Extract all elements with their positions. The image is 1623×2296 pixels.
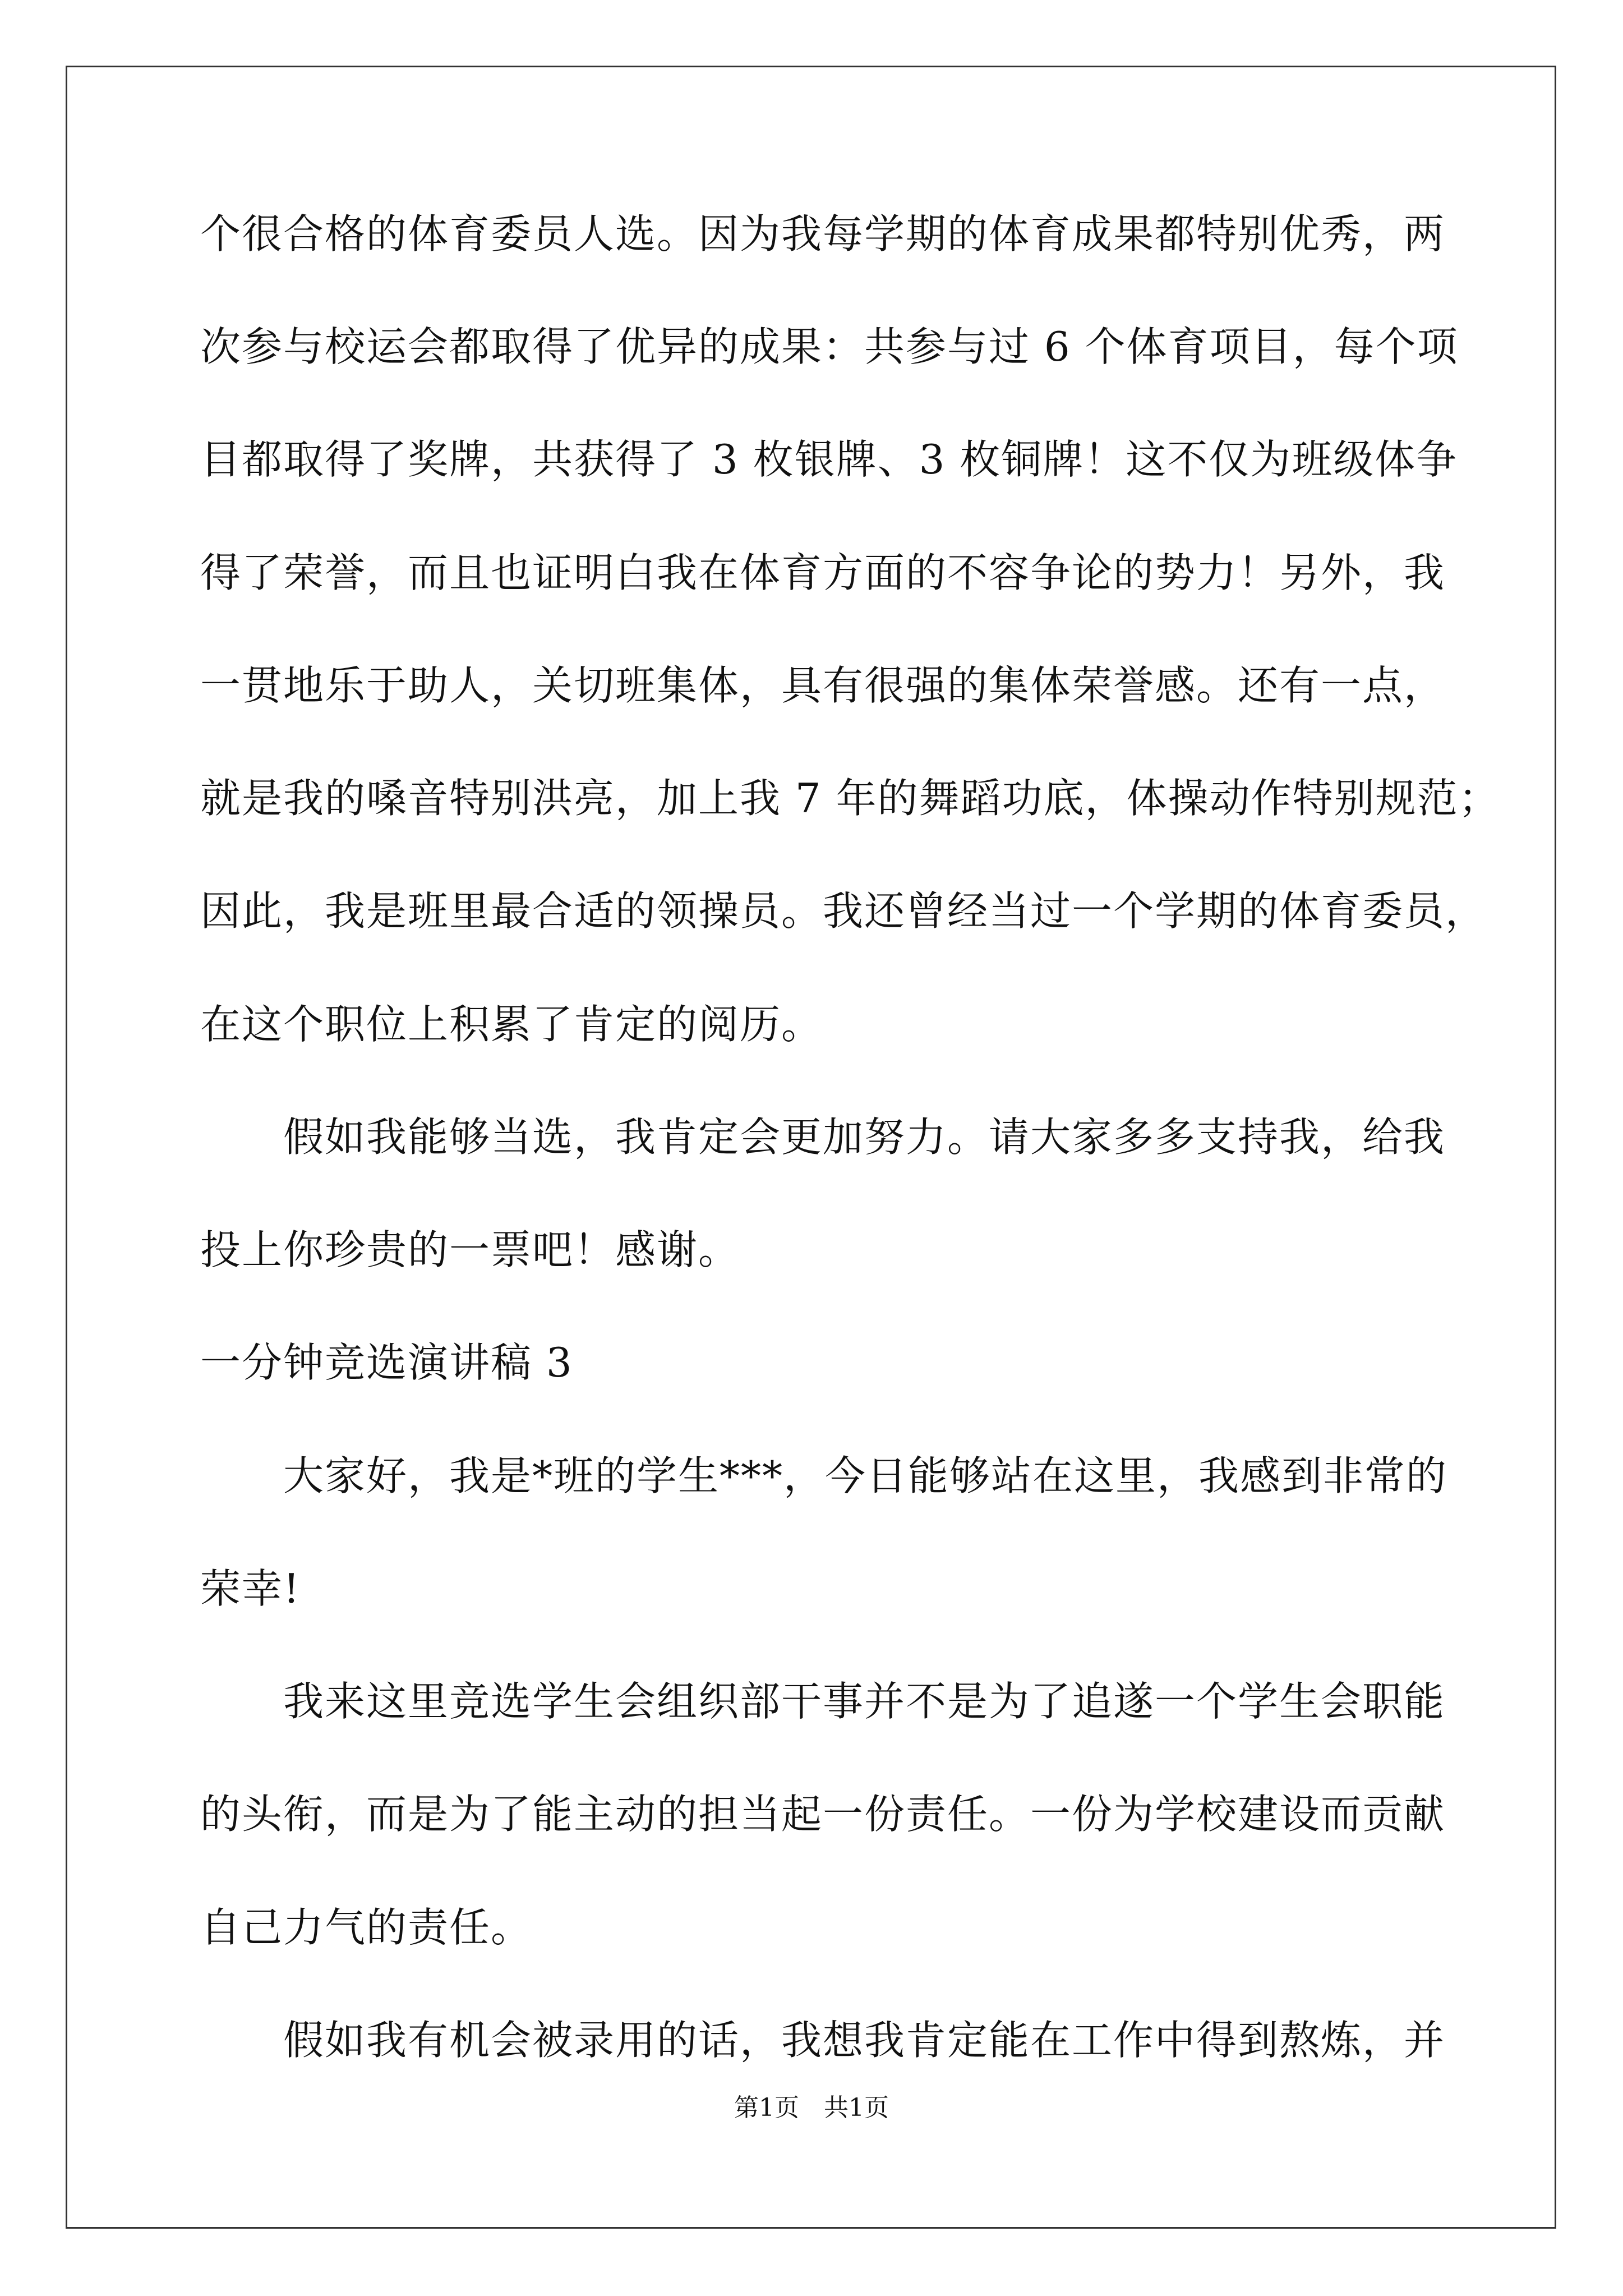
text-line: 次参与校运会都取得了优异的成果：共参与过 6 个体育项目，每个项 [200,323,1459,370]
text-line: 我来这里竞选学生会组织部干事并不是为了追遂一个学生会职能 [200,1678,1446,1725]
text-line: 目都取得了奖牌，共获得了 3 枚银牌、3 枚铜牌！这不仅为班级体争 [200,436,1458,483]
text-line: 得了荣誉，而且也证明白我在体育方面的不容争论的势力！另外，我 [200,549,1446,596]
text-line: 就是我的嗓音特别洪亮，加上我 7 年的舞蹈功底，体操动作特别规范； [200,775,1500,822]
text-line: 自己力气的责任。 [200,1904,533,1951]
text-line: 在这个职位上积累了肯定的阅历。 [200,1001,823,1048]
section-heading: 一分钟竞选演讲稿 3 [200,1339,573,1386]
text-line: 假如我有机会被录用的话，我想我肯定能在工作中得到熬炼，并 [200,2017,1446,2064]
text-line: 的头衔，而是为了能主动的担当起一份责任。一份为学校建设而贡献 [200,1791,1446,1838]
text-line: 假如我能够当选，我肯定会更加努力。请大家多多支持我，给我 [200,1114,1446,1161]
text-line: 因此，我是班里最合适的领操员。我还曾经当过一个学期的体育委员， [200,887,1487,935]
text-line: 投上你珍贵的一票吧！感谢。 [200,1226,740,1273]
page-footer: 第1页 共1页 [734,2093,889,2122]
text-line: 个很合格的体育委员人选。因为我每学期的体育成果都特别优秀，两 [200,210,1446,257]
text-line: 荣幸! [200,1565,301,1612]
text-line: 大家好，我是*班的学生***，今日能够站在这里，我感到非常的 [200,1452,1448,1499]
text-line: 一贯地乐于助人，关切班集体，具有很强的集体荣誉感。还有一点， [200,662,1446,709]
